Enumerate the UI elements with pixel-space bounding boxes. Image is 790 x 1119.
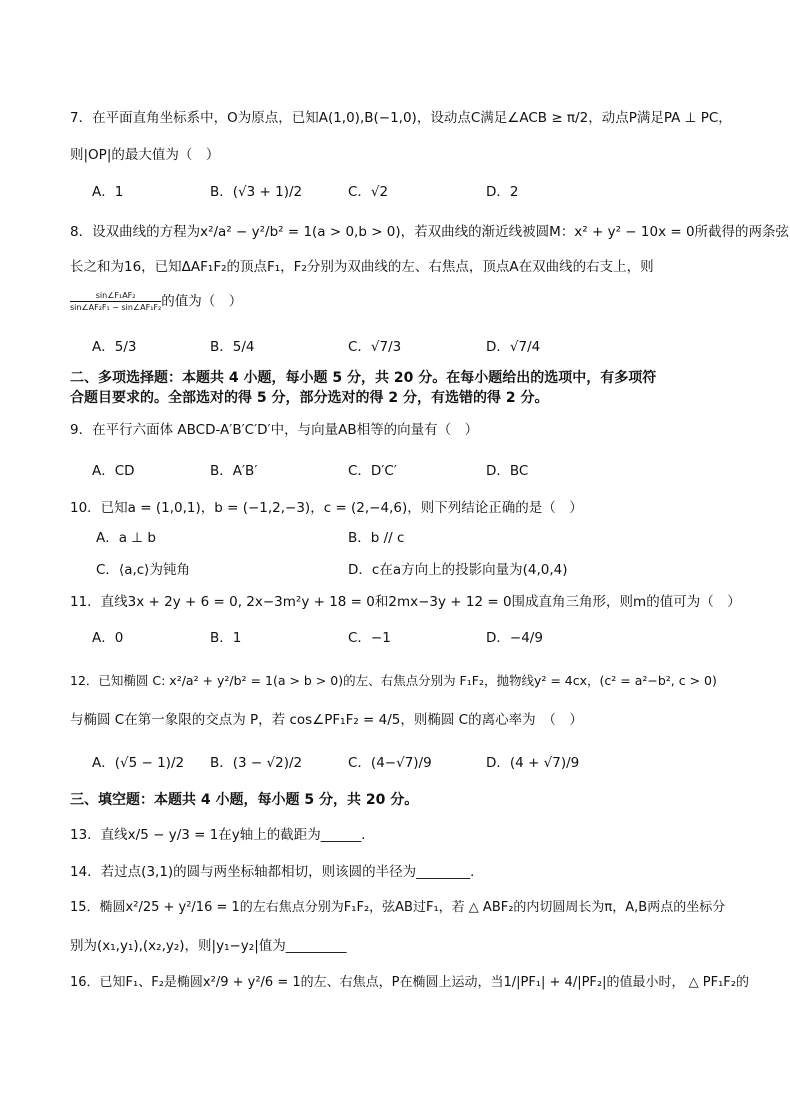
question-9-stem: 9．在平行六面体 ABCD-A′B′C′D′中，与向量AB相等的向量有（ ） xyxy=(70,422,479,438)
question-8-stem: 8．设双曲线的方程为x²/a² − y²/b² = 1(a > 0,b > 0)，若双曲线的渐近线被圆M：x² + y² − 10x = 0所截得的两条弦 xyxy=(70,224,790,240)
q7-option-b: B．(√3 + 1)/2 xyxy=(210,184,303,200)
question-8-stem-3-tail: 的值为（ ） xyxy=(161,293,243,310)
question-8-stem-3 xyxy=(70,290,242,313)
question-7-stem: 7．在平面直角坐标系中，O为原点，已知A(1,0),B(−1,0)，设动点C满足∠ACB ≥ π/2，动点P满足PA ⊥ PC， xyxy=(70,110,732,126)
q11-option-c: C．−1 xyxy=(348,630,391,646)
q8-option-c: C．√7/3 xyxy=(348,339,402,355)
question-15-stem: 15．椭圆x²/25 + y²/16 = 1的左右焦点分别为F₁F₂，弦AB过F₁，若 △ ABF₂的内切圆周长为π，A,B两点的坐标分 xyxy=(70,900,726,915)
section-2-heading-1: 二、多项选择题：本题共 4 小题，每小题 5 分，共 20 分。在每小题给出的选项中，有多项符 xyxy=(70,370,657,386)
question-12-stem-2: 与椭圆 C在第一象限的交点为 P，若 cos∠PF₁F₂ = 4/5，则椭圆 C的离心率为 （ ） xyxy=(70,712,583,728)
q11-option-a: A．0 xyxy=(92,630,124,646)
q12-option-c: C．(4−√7)/9 xyxy=(348,755,432,771)
q10-option-b: B．b // c xyxy=(348,530,405,546)
q9-option-b: B．A′B′ xyxy=(210,463,258,479)
q10-option-a: A．a ⊥ b xyxy=(96,530,156,546)
q9-option-d: D．BC xyxy=(486,463,529,479)
q11-option-d: D．−4/9 xyxy=(486,630,543,646)
q8-option-a: A．5/3 xyxy=(92,339,137,355)
question-13-stem: 13．直线x/5 − y/3 = 1在y轴上的截距为______． xyxy=(70,827,375,843)
q11-option-b: B．1 xyxy=(210,630,242,646)
q12-option-a: A．(√5 − 1)/2 xyxy=(92,755,185,771)
sine-ratio-fraction xyxy=(70,290,161,313)
q9-option-a: A．CD xyxy=(92,463,135,479)
q8-option-b: B．5/4 xyxy=(210,339,255,355)
question-10-stem: 10．已知a = (1,0,1)，b = (−1,2,−3)，c = (2,−4,6)，则下列结论正确的是（ ） xyxy=(70,500,583,516)
question-8-stem-2: 长之和为16，已知ΔAF₁F₂的顶点F₁，F₂分别为双曲线的左、右焦点，顶点A在双曲线的右支上，则 xyxy=(70,259,654,275)
q10-option-c: C．⟨a,c⟩为钝角 xyxy=(96,562,190,578)
q12-option-b: B．(3 − √2)/2 xyxy=(210,755,303,771)
q8-option-d: D．√7/4 xyxy=(486,339,541,355)
sine-ratio-denominator: sin∠AF₂F₁ − sin∠AF₁F₂ xyxy=(70,303,162,312)
question-7-stem-2: 则|OP|的最大值为（ ） xyxy=(70,147,220,163)
section-2-heading-2: 合题目要求的。全部选对的得 5 分，部分选对的得 2 分，有选错的得 2 分。 xyxy=(70,390,549,406)
q9-option-c: C．D′C′ xyxy=(348,463,397,479)
sine-ratio-numerator: sin∠F₁AF₂ xyxy=(70,290,161,302)
question-16-stem: 16．已知F₁、F₂是椭圆x²/9 + y²/6 = 1的左、右焦点，P在椭圆上运动，当1/|PF₁| + 4/|PF₂|的值最小时， △ PF₁F₂的 xyxy=(70,975,749,990)
q7-option-c: C．√2 xyxy=(348,184,389,200)
question-11-stem: 11．直线3x + 2y + 6 = 0, 2x−3m²y + 18 = 0和2mx−3y + 12 = 0围成直角三角形，则m的值可为（ ） xyxy=(70,594,741,610)
q7-option-a: A．1 xyxy=(92,184,124,200)
q12-option-d: D．(4 + √7)/9 xyxy=(486,755,580,771)
question-15-stem-2: 别为(x₁,y₁),(x₂,y₂)，则|y₁−y₂|值为_________ xyxy=(70,938,347,954)
section-3-heading: 三、填空题：本题共 4 小题，每小题 5 分，共 20 分。 xyxy=(70,792,419,808)
question-12-stem: 12．已知椭圆 C: x²/a² + y²/b² = 1(a > b > 0)的左、右焦点分别为 F₁F₂，抛物线y² = 4cx，(c² = a²−b², c > 0) xyxy=(70,673,717,688)
q10-option-d: D．c在a方向上的投影向量为(4,0,4) xyxy=(348,562,568,578)
q7-option-d: D．2 xyxy=(486,184,519,200)
question-14-stem: 14．若过点(3,1)的圆与两坐标轴都相切，则该圆的半径为________． xyxy=(70,864,484,880)
